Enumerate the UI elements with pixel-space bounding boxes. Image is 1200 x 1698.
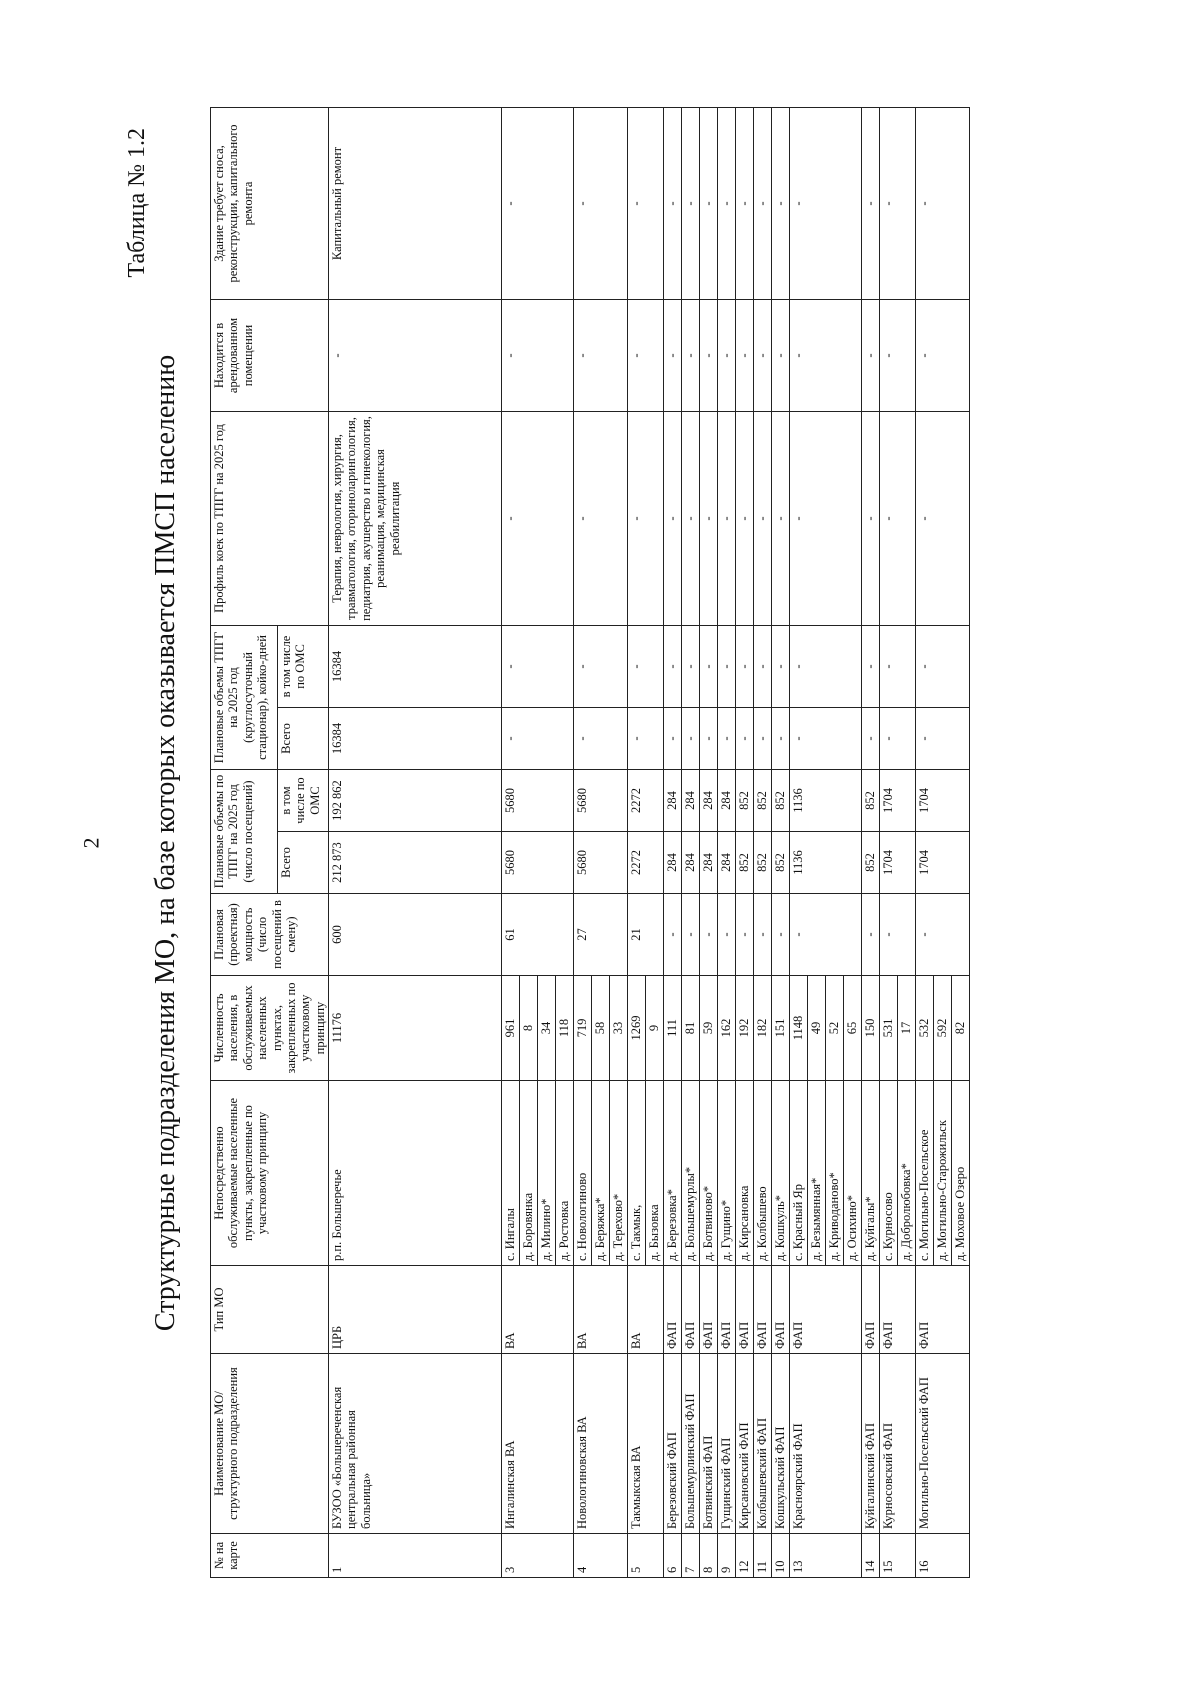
cell-num: 12 — [736, 1534, 754, 1578]
cell-num: 15 — [880, 1534, 916, 1578]
cell-demolition: Капитальный ремонт — [329, 107, 502, 299]
cell-population: 532 — [916, 976, 934, 1081]
header-visits: Плановые объемы по ТПГГ на 2025 год (число посещений) — [211, 769, 278, 893]
cell-name: Гущинский ФАП — [718, 1354, 736, 1534]
cell-population: 34 — [538, 976, 556, 1081]
header-visits-total: Всего — [277, 832, 328, 894]
cell-beds_oms: - — [700, 625, 718, 707]
cell-beds_total: - — [502, 707, 574, 769]
cell-profile: - — [700, 411, 718, 625]
cell-visits_oms: 284 — [718, 769, 736, 831]
cell-capacity: 27 — [574, 894, 628, 976]
table-row — [628, 107, 646, 1577]
cell-type: ФАП — [790, 1266, 862, 1354]
cell-place: д. Осихино* — [844, 1081, 862, 1266]
cell-rented: - — [916, 299, 970, 411]
cell-demolition: - — [664, 107, 682, 299]
cell-visits_oms: 284 — [700, 769, 718, 831]
table-row — [772, 107, 790, 1577]
cell-beds_total: - — [754, 707, 772, 769]
table-row — [700, 107, 718, 1577]
cell-type: ФАП — [772, 1266, 790, 1354]
cell-rented: - — [628, 299, 664, 411]
cell-population: 1269 — [628, 976, 646, 1081]
cell-demolition: - — [880, 107, 916, 299]
cell-visits_total: 284 — [682, 832, 700, 894]
table-row — [862, 107, 880, 1577]
cell-num: 13 — [790, 1534, 862, 1578]
cell-beds_total: - — [664, 707, 682, 769]
cell-place: д. Кошкуль* — [772, 1081, 790, 1266]
cell-population: 182 — [754, 976, 772, 1081]
cell-type: ФАП — [916, 1266, 970, 1354]
cell-population: 8 — [520, 976, 538, 1081]
cell-capacity: - — [772, 894, 790, 976]
cell-capacity: - — [664, 894, 682, 976]
cell-profile: - — [664, 411, 682, 625]
cell-population: 719 — [574, 976, 592, 1081]
cell-rented: - — [790, 299, 862, 411]
cell-rented: - — [736, 299, 754, 411]
table-row — [736, 107, 754, 1577]
cell-population: 592 — [934, 976, 952, 1081]
cell-name: БУЗОО «Большереченская центральная районная больница» — [329, 1354, 502, 1534]
cell-profile: Терапия, неврология, хирургия, травматология, оториноларингология, педиатрия, акушерство и гинекология, реанимация, медицинская реабилитация — [329, 411, 502, 625]
cell-beds_oms: - — [880, 625, 916, 707]
cell-visits_oms: 2272 — [628, 769, 664, 831]
header-capacity: Плановая (проектная) мощность (число посещений в смену) — [211, 894, 329, 976]
cell-demolition: - — [790, 107, 862, 299]
cell-num: 5 — [628, 1534, 664, 1578]
cell-capacity: - — [880, 894, 916, 976]
cell-type: ВА — [502, 1266, 574, 1354]
cell-visits_total: 284 — [664, 832, 682, 894]
cell-name: Березовский ФАП — [664, 1354, 682, 1534]
cell-beds_total: - — [916, 707, 970, 769]
page-number: 2 — [78, 837, 104, 849]
cell-capacity: - — [736, 894, 754, 976]
cell-capacity: - — [700, 894, 718, 976]
cell-rented: - — [772, 299, 790, 411]
table-row — [880, 107, 898, 1577]
cell-type: ФАП — [718, 1266, 736, 1354]
cell-capacity: - — [862, 894, 880, 976]
cell-population: 11176 — [329, 976, 502, 1081]
cell-beds_oms: - — [790, 625, 862, 707]
cell-population: 118 — [556, 976, 574, 1081]
cell-place: д. Добролюбовка* — [898, 1081, 916, 1266]
cell-demolition: - — [916, 107, 970, 299]
cell-num: 16 — [916, 1534, 970, 1578]
cell-type: ФАП — [700, 1266, 718, 1354]
table-row — [718, 107, 736, 1577]
cell-name: Красноярский ФАП — [790, 1354, 862, 1534]
header-profile: Профиль коек по ТПГГ на 2025 год — [211, 411, 329, 625]
cell-rented: - — [664, 299, 682, 411]
cell-visits_total: 5680 — [502, 832, 574, 894]
table-number: Таблица № 1.2 — [124, 128, 150, 278]
cell-place: с. Курносово — [880, 1081, 898, 1266]
table-row — [682, 107, 700, 1577]
table-row — [329, 107, 502, 1577]
cell-population: 33 — [610, 976, 628, 1081]
cell-capacity: - — [916, 894, 970, 976]
cell-profile: - — [736, 411, 754, 625]
cell-beds_total: 16384 — [329, 707, 502, 769]
cell-beds_total: - — [700, 707, 718, 769]
cell-name: Кирсановский ФАП — [736, 1354, 754, 1534]
cell-visits_total: 852 — [754, 832, 772, 894]
cell-rented: - — [502, 299, 574, 411]
cell-population: 65 — [844, 976, 862, 1081]
cell-profile: - — [916, 411, 970, 625]
cell-visits_total: 2272 — [628, 832, 664, 894]
cell-beds_oms: - — [862, 625, 880, 707]
cell-beds_oms: - — [916, 625, 970, 707]
cell-place: д. Ботвиново* — [700, 1081, 718, 1266]
cell-place: д. Криводаново* — [826, 1081, 844, 1266]
cell-population: 9 — [646, 976, 664, 1081]
table-row — [916, 107, 934, 1577]
cell-type: ФАП — [664, 1266, 682, 1354]
cell-place: д. Ростовка — [556, 1081, 574, 1266]
cell-population: 82 — [952, 976, 970, 1081]
cell-population: 961 — [502, 976, 520, 1081]
cell-population: 17 — [898, 976, 916, 1081]
cell-demolition: - — [754, 107, 772, 299]
cell-name: Такмыкская ВА — [628, 1354, 664, 1534]
cell-visits_oms: 284 — [682, 769, 700, 831]
cell-visits_total: 284 — [718, 832, 736, 894]
cell-beds_total: - — [574, 707, 628, 769]
document-title: Структурные подразделения МО, на базе которых оказывается ПМСП населению — [150, 354, 181, 1332]
cell-profile: - — [772, 411, 790, 625]
cell-beds_total: - — [718, 707, 736, 769]
cell-place: д. Могильно-Старожильск — [934, 1081, 952, 1266]
cell-profile: - — [862, 411, 880, 625]
cell-visits_total: 852 — [772, 832, 790, 894]
cell-capacity: 600 — [329, 894, 502, 976]
cell-place: д. Колбышево — [754, 1081, 772, 1266]
cell-type: ФАП — [736, 1266, 754, 1354]
table-row — [574, 107, 592, 1577]
cell-place: д. Моховое Озеро — [952, 1081, 970, 1266]
cell-beds_oms: 16384 — [329, 625, 502, 707]
cell-beds_oms: - — [736, 625, 754, 707]
header-name: Наименование МО/ структурного подразделения — [211, 1354, 329, 1534]
cell-place: с. Ингалы — [502, 1081, 520, 1266]
table-row — [502, 107, 520, 1577]
cell-num: 11 — [754, 1534, 772, 1578]
cell-type: ФАП — [754, 1266, 772, 1354]
cell-profile: - — [718, 411, 736, 625]
cell-visits_oms: 5680 — [574, 769, 628, 831]
cell-population: 52 — [826, 976, 844, 1081]
cell-beds_oms: - — [718, 625, 736, 707]
cell-place: д. Куйгалы* — [862, 1081, 880, 1266]
cell-visits_oms: 852 — [862, 769, 880, 831]
cell-rented: - — [574, 299, 628, 411]
cell-num: 10 — [772, 1534, 790, 1578]
cell-visits_oms: 852 — [772, 769, 790, 831]
cell-population: 192 — [736, 976, 754, 1081]
header-population: Численность населения, в обслуживаемых населенных пунктах, закрепленных по участковому принципу — [211, 976, 329, 1081]
cell-visits_oms: 192 862 — [329, 769, 502, 831]
cell-capacity: - — [754, 894, 772, 976]
rotated-sheet — [120, 108, 1080, 1578]
cell-name: Куйгалинский ФАП — [862, 1354, 880, 1534]
cell-place: д. Большемурлы* — [682, 1081, 700, 1266]
cell-name: Ингалинская ВА — [502, 1354, 574, 1534]
cell-capacity: 21 — [628, 894, 664, 976]
cell-demolition: - — [862, 107, 880, 299]
cell-demolition: - — [700, 107, 718, 299]
cell-capacity: - — [682, 894, 700, 976]
cell-beds_oms: - — [754, 625, 772, 707]
header-demolition: Здание требует сноса, реконструкции, капитального ремонта — [211, 107, 329, 299]
cell-type: ФАП — [880, 1266, 916, 1354]
cell-demolition: - — [772, 107, 790, 299]
header-visits-oms: в том числе по ОМС — [277, 769, 328, 831]
cell-name: Большемурлинский ФАП — [682, 1354, 700, 1534]
cell-population: 531 — [880, 976, 898, 1081]
table-row — [790, 107, 808, 1577]
cell-visits_total: 212 873 — [329, 832, 502, 894]
cell-beds_oms: - — [664, 625, 682, 707]
cell-name: Колбышевский ФАП — [754, 1354, 772, 1534]
cell-beds_oms: - — [502, 625, 574, 707]
cell-population: 81 — [682, 976, 700, 1081]
cell-visits_total: 284 — [700, 832, 718, 894]
cell-rented: - — [700, 299, 718, 411]
cell-capacity: 61 — [502, 894, 574, 976]
cell-visits_oms: 852 — [736, 769, 754, 831]
cell-type: ВА — [628, 1266, 664, 1354]
table-body — [329, 107, 970, 1577]
cell-profile: - — [502, 411, 574, 625]
cell-beds_total: - — [790, 707, 862, 769]
cell-rented: - — [329, 299, 502, 411]
cell-place: д. Терехово* — [610, 1081, 628, 1266]
cell-demolition: - — [718, 107, 736, 299]
cell-population: 151 — [772, 976, 790, 1081]
cell-demolition: - — [628, 107, 664, 299]
cell-num: 9 — [718, 1534, 736, 1578]
cell-beds_oms: - — [628, 625, 664, 707]
cell-type: ВА — [574, 1266, 628, 1354]
cell-population: 58 — [592, 976, 610, 1081]
cell-place: с. Новологиново — [574, 1081, 592, 1266]
cell-num: 8 — [700, 1534, 718, 1578]
cell-num: 7 — [682, 1534, 700, 1578]
cell-type: ФАП — [682, 1266, 700, 1354]
cell-demolition: - — [574, 107, 628, 299]
cell-visits_total: 852 — [862, 832, 880, 894]
cell-place: д. Боровянка — [520, 1081, 538, 1266]
cell-capacity: - — [790, 894, 862, 976]
header-places: Непосредственно обслуживаемые населенные пункты, закрепленные по участковому принципу — [211, 1081, 329, 1266]
cell-demolition: - — [736, 107, 754, 299]
table-row — [754, 107, 772, 1577]
cell-population: 59 — [700, 976, 718, 1081]
table-row — [664, 107, 682, 1577]
cell-visits_total: 1136 — [790, 832, 862, 894]
cell-demolition: - — [682, 107, 700, 299]
cell-visits_oms: 5680 — [502, 769, 574, 831]
cell-population: 162 — [718, 976, 736, 1081]
cell-place: с. Красный Яр — [790, 1081, 808, 1266]
header-beds: Плановые объемы ТПГГ на 2025 год (круглосуточный стационар), койко-дней — [211, 625, 278, 769]
cell-name: Новологиновская ВА — [574, 1354, 628, 1534]
cell-visits_total: 852 — [736, 832, 754, 894]
cell-profile: - — [880, 411, 916, 625]
cell-profile: - — [754, 411, 772, 625]
cell-population: 150 — [862, 976, 880, 1081]
cell-demolition: - — [502, 107, 574, 299]
cell-beds_total: - — [862, 707, 880, 769]
cell-beds_total: - — [736, 707, 754, 769]
cell-type: ФАП — [862, 1266, 880, 1354]
cell-population: 49 — [808, 976, 826, 1081]
cell-visits_oms: 1704 — [880, 769, 916, 831]
cell-population: 111 — [664, 976, 682, 1081]
cell-place: д. Бызовка — [646, 1081, 664, 1266]
header-beds-total: Всего — [277, 707, 328, 769]
cell-name: Ботвинский ФАП — [700, 1354, 718, 1534]
cell-visits_oms: 1704 — [916, 769, 970, 831]
cell-rented: - — [682, 299, 700, 411]
cell-profile: - — [790, 411, 862, 625]
header-num: № на карте — [211, 1534, 329, 1578]
cell-beds_oms: - — [682, 625, 700, 707]
cell-rented: - — [754, 299, 772, 411]
cell-visits_total: 1704 — [880, 832, 916, 894]
cell-visits_total: 1704 — [916, 832, 970, 894]
cell-visits_total: 5680 — [574, 832, 628, 894]
cell-beds_oms: - — [574, 625, 628, 707]
cell-type: ЦРБ — [329, 1266, 502, 1354]
cell-rented: - — [718, 299, 736, 411]
header-beds-oms: в том числе по ОМС — [277, 625, 328, 707]
cell-place: с. Такмык, — [628, 1081, 646, 1266]
cell-beds_total: - — [628, 707, 664, 769]
cell-profile: - — [574, 411, 628, 625]
cell-place: д. Гущино* — [718, 1081, 736, 1266]
cell-population: 1148 — [790, 976, 808, 1081]
cell-rented: - — [880, 299, 916, 411]
cell-beds_total: - — [772, 707, 790, 769]
cell-num: 3 — [502, 1534, 574, 1578]
cell-place: д. Безымянная* — [808, 1081, 826, 1266]
cell-name: Курносовский ФАП — [880, 1354, 916, 1534]
units-table — [210, 107, 970, 1578]
header-row — [211, 107, 278, 1577]
cell-capacity: - — [718, 894, 736, 976]
cell-place: д. Кирсановка — [736, 1081, 754, 1266]
cell-num: 6 — [664, 1534, 682, 1578]
cell-visits_oms: 284 — [664, 769, 682, 831]
cell-name: Кошкульский ФАП — [772, 1354, 790, 1534]
cell-num: 1 — [329, 1534, 502, 1578]
cell-visits_oms: 1136 — [790, 769, 862, 831]
header-type: Тип МО — [211, 1266, 329, 1354]
cell-place: д. Беряжка* — [592, 1081, 610, 1266]
cell-profile: - — [628, 411, 664, 625]
cell-visits_oms: 852 — [754, 769, 772, 831]
cell-rented: - — [862, 299, 880, 411]
cell-num: 4 — [574, 1534, 628, 1578]
cell-place: д. Березовка* — [664, 1081, 682, 1266]
cell-beds_oms: - — [772, 625, 790, 707]
cell-num: 14 — [862, 1534, 880, 1578]
cell-name: Могильно-Посельский ФАП — [916, 1354, 970, 1534]
cell-profile: - — [682, 411, 700, 625]
cell-beds_total: - — [880, 707, 916, 769]
cell-beds_total: - — [682, 707, 700, 769]
cell-place: с. Могильно-Посельское — [916, 1081, 934, 1266]
cell-place: д. Милино* — [538, 1081, 556, 1266]
header-rented: Находится в арендованном помещении — [211, 299, 329, 411]
cell-place: р.п. Большеречье — [329, 1081, 502, 1266]
